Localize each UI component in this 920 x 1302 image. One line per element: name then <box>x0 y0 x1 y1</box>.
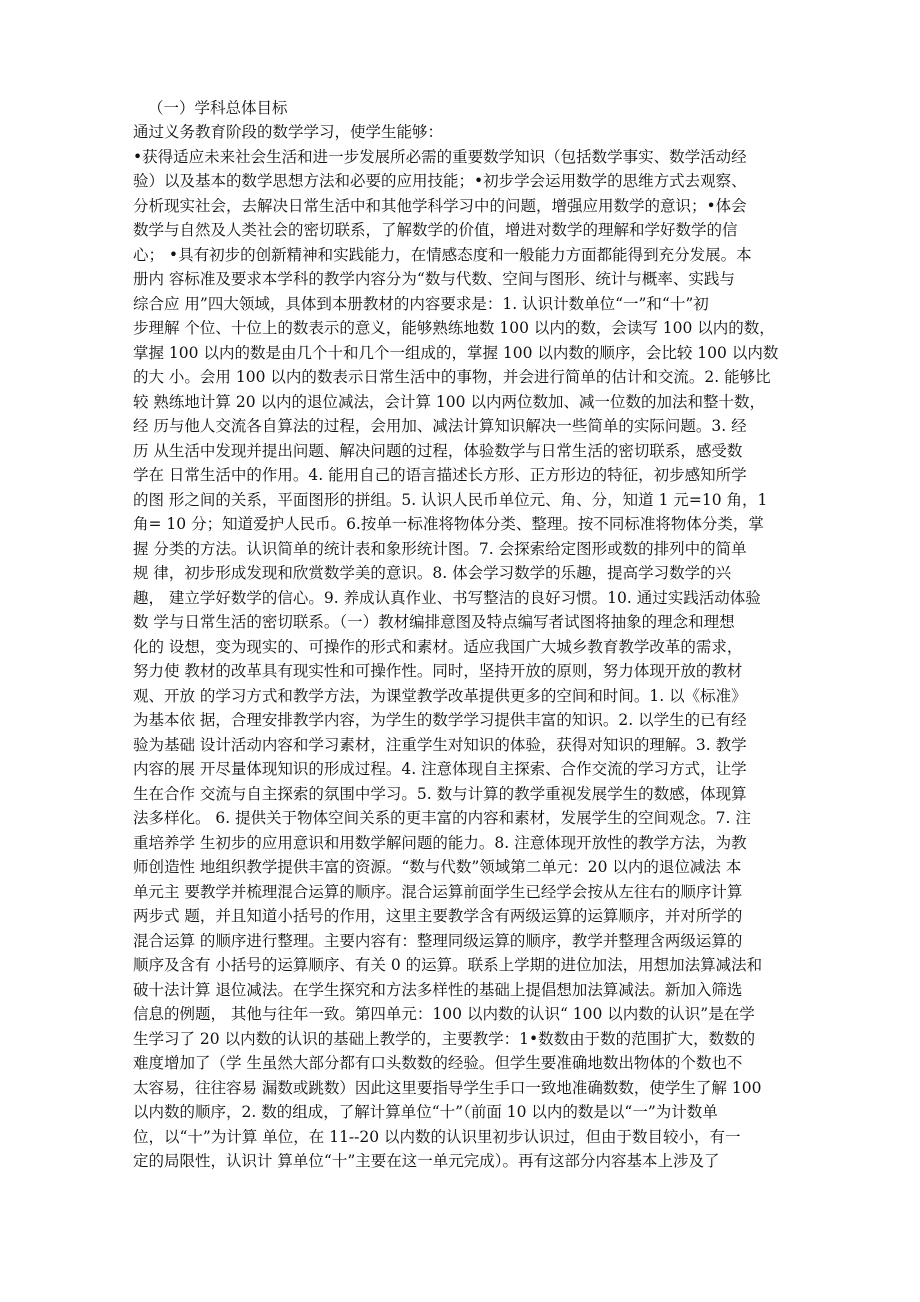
text-line: 内容的展 开尽量体现知识的形成过程。4. 注意体现自主探索、合作交流的学习方式，让学 <box>133 760 747 778</box>
text-line: 综合应 用”四大领域，具体到本册教材的内容要求是：1. 认识计数单位“一”和“十”初 <box>133 294 709 313</box>
text-line: 趣， 建立学好数学的信心。9. 养成认真作业、书写整洁的良好习惯。10. 通过实践活动体验 <box>133 588 761 607</box>
text-line: 分析现实社会，去解决日常生活中和其他学科学习中的问题，增强应用数学的意识；•体会 <box>133 196 747 215</box>
text-line: 较 熟练地计算 20 以内的退位减法，会计算 100 以内两位数加、减一位数的加法和整十数， <box>133 392 765 411</box>
text-line: 信息的例题， 其他与往年一致。第四单元：100 以内数的认识“ 100 以内数的认识”是在学 <box>133 1005 755 1023</box>
text-line: 以内数的顺序，2. 数的组成，了解计算单位“十”（前面 10 以内的数是以“一”为计数单 <box>133 1103 718 1121</box>
text-line: 生学习了 20 以内数的认识的基础上教学的，主要教学：1•数数由于数的范围扩大，数数的 <box>133 1029 756 1048</box>
text-line: 通过义务教育阶段的数学学习，使学生能够： <box>133 123 444 141</box>
text-line: 位，以“十”为计算 单位，在 11--20 以内数的认识里初步认识过，但由于数目较小，有一 <box>133 1127 741 1146</box>
text-line: 掌握 100 以内的数是由几个十和几个一组成的，掌握 100 以内数的顺序，会比较 100 以内数 <box>133 343 779 362</box>
text-line: 法多样化。 6. 提供关于物体空间关系的更丰富的内容和素材，发展学生的空间观念。7. 注 <box>133 809 751 827</box>
text-line: 角= 10 分；知道爱护人民币。6.按单一标准将物体分类、整理。按不同标准将物体分类，掌 <box>133 515 764 533</box>
text-line: 混合运算 的顺序进行整理。主要内容有：整理同级运算的顺序，教学并整理含两级运算的 <box>133 931 743 950</box>
text-line: 经 历与他人交流各自算法的过程，会用加、减法计算知识解决一些简单的实际问题。3. 经 <box>133 417 747 435</box>
text-line: 历 从生活中发现并提出问题、解决问题的过程，体验数学与日常生活的密切联系，感受数 <box>133 441 743 460</box>
text-line: 学在 日常生活中的作用。4. 能用自己的语言描述长方形、正方形边的特征，初步感知所学 <box>133 466 747 484</box>
text-line: 生在合作 交流与自主探索的氛围中学习。5. 数与计算的教学重视发展学生的数感，体现算 <box>133 784 747 803</box>
text-line: 握 分类的方法。认识简单的统计表和象形统计图。7. 会探索给定图形或数的排列中的简单 <box>133 539 747 558</box>
text-line: 两步式 题，并且知道小括号的作用，这里主要教学含有两级运算的运算顺序，并对所学的 <box>133 907 743 925</box>
text-line: 心； •具有初步的创新精神和实践能力，在情感态度和一般能力方面都能得到充分发展。本 <box>133 245 752 264</box>
text-line: 观、开放 的学习方式和教学方法，为课堂教学改革提供更多的空间和时间。1. 以《标准》 <box>133 686 747 705</box>
text-line: 册内 容标准及要求本学科的教学内容分为“数与代数、空间与图形、统计与概率、实践与 <box>133 270 735 288</box>
body-text <box>133 120 805 1174</box>
text-line: 数 学与日常生活的密切联系。（一）教材编排意图及特点编写者试图将抽象的理念和理想 <box>133 613 735 631</box>
text-line: 努力使 教材的改革具有现实性和可操作性。同时，坚持开放的原则，努力体现开放的教材 <box>133 662 743 680</box>
text-line: 数学与自然及人类社会的密切联系，了解数学的价值，增进对数学的理解和学好数学的信 <box>133 221 738 239</box>
text-line: 验为基础 设计活动内容和学习素材，注重学生对知识的体验，获得对知识的理解。3. 教学 <box>133 735 747 754</box>
text-line: 步理解 个位、十位上的数表示的意义，能够熟练地数 100 以内的数，会读写 100 以内的数， <box>133 319 775 337</box>
text-line: 验）以及基本的数学思想方法和必要的应用技能；•初步学会运用数学的思维方式去观察、 <box>133 172 747 190</box>
text-line: 重培养学 生初步的应用意识和用数学解问题的能力。8. 注意体现开放性的教学方法，为教 <box>133 833 747 852</box>
text-line: •获得适应未来社会生活和进一步发展所必需的重要数学知识（包括数学事实、数学活动经 <box>133 147 747 166</box>
text-line: 为基本依 据，合理安排教学内容，为学生的数学学习提供丰富的知识。2. 以学生的已有经 <box>133 711 747 729</box>
text-line: 的大 小。会用 100 以内的数表示日常生活中的事物，并会进行简单的估计和交流。2. 能够比 <box>133 368 771 386</box>
text-line: 化的 设想，变为现实的、可操作的形式和素材。适应我国广大城乡教育教学改革的需求， <box>133 637 743 656</box>
text-line: 破十法计算 退位减法。在学生探究和方法多样性的基础上提倡想加法算减法。新加入筛选 <box>133 980 743 999</box>
text-line: 规 律，初步形成发现和欣赏数学美的意识。8. 体会学习数学的乐趣，提高学习数学的兴 <box>133 564 732 582</box>
text-line: 师创造性 地组织教学提供丰富的资源。“数与代数”领域第二单元：20 以内的退位减法 本 <box>133 858 742 876</box>
text-line: 难度增加了（学 生虽然大部分都有口头数数的经验。但学生要准确地数出物体的个数也不 <box>133 1054 743 1072</box>
section-heading: （一）学科总体目标 <box>148 99 288 117</box>
text-line: 顺序及含有 小括号的运算顺序、有关 0 的运算。联系上学期的进位加法，用想加法算减法和 <box>133 956 763 974</box>
text-line: 的图 形之间的关系，平面图形的拼组。5. 认识人民币单位元、角、分，知道 1 元=10 角，1 <box>133 490 768 509</box>
text-line: 单元主 要教学并梳理混合运算的顺序。混合运算前面学生已经学会按从左往右的顺序计算 <box>133 882 743 901</box>
text-line: 太容易，往往容易 漏数或跳数）因此这里要指导学生手口一致地准确数数，使学生了解 100 <box>133 1078 762 1097</box>
text-line: 定的局限性，认识计 算单位“十”主要在这一单元完成）。再有这部分内容基本上涉及了 <box>133 1152 720 1170</box>
